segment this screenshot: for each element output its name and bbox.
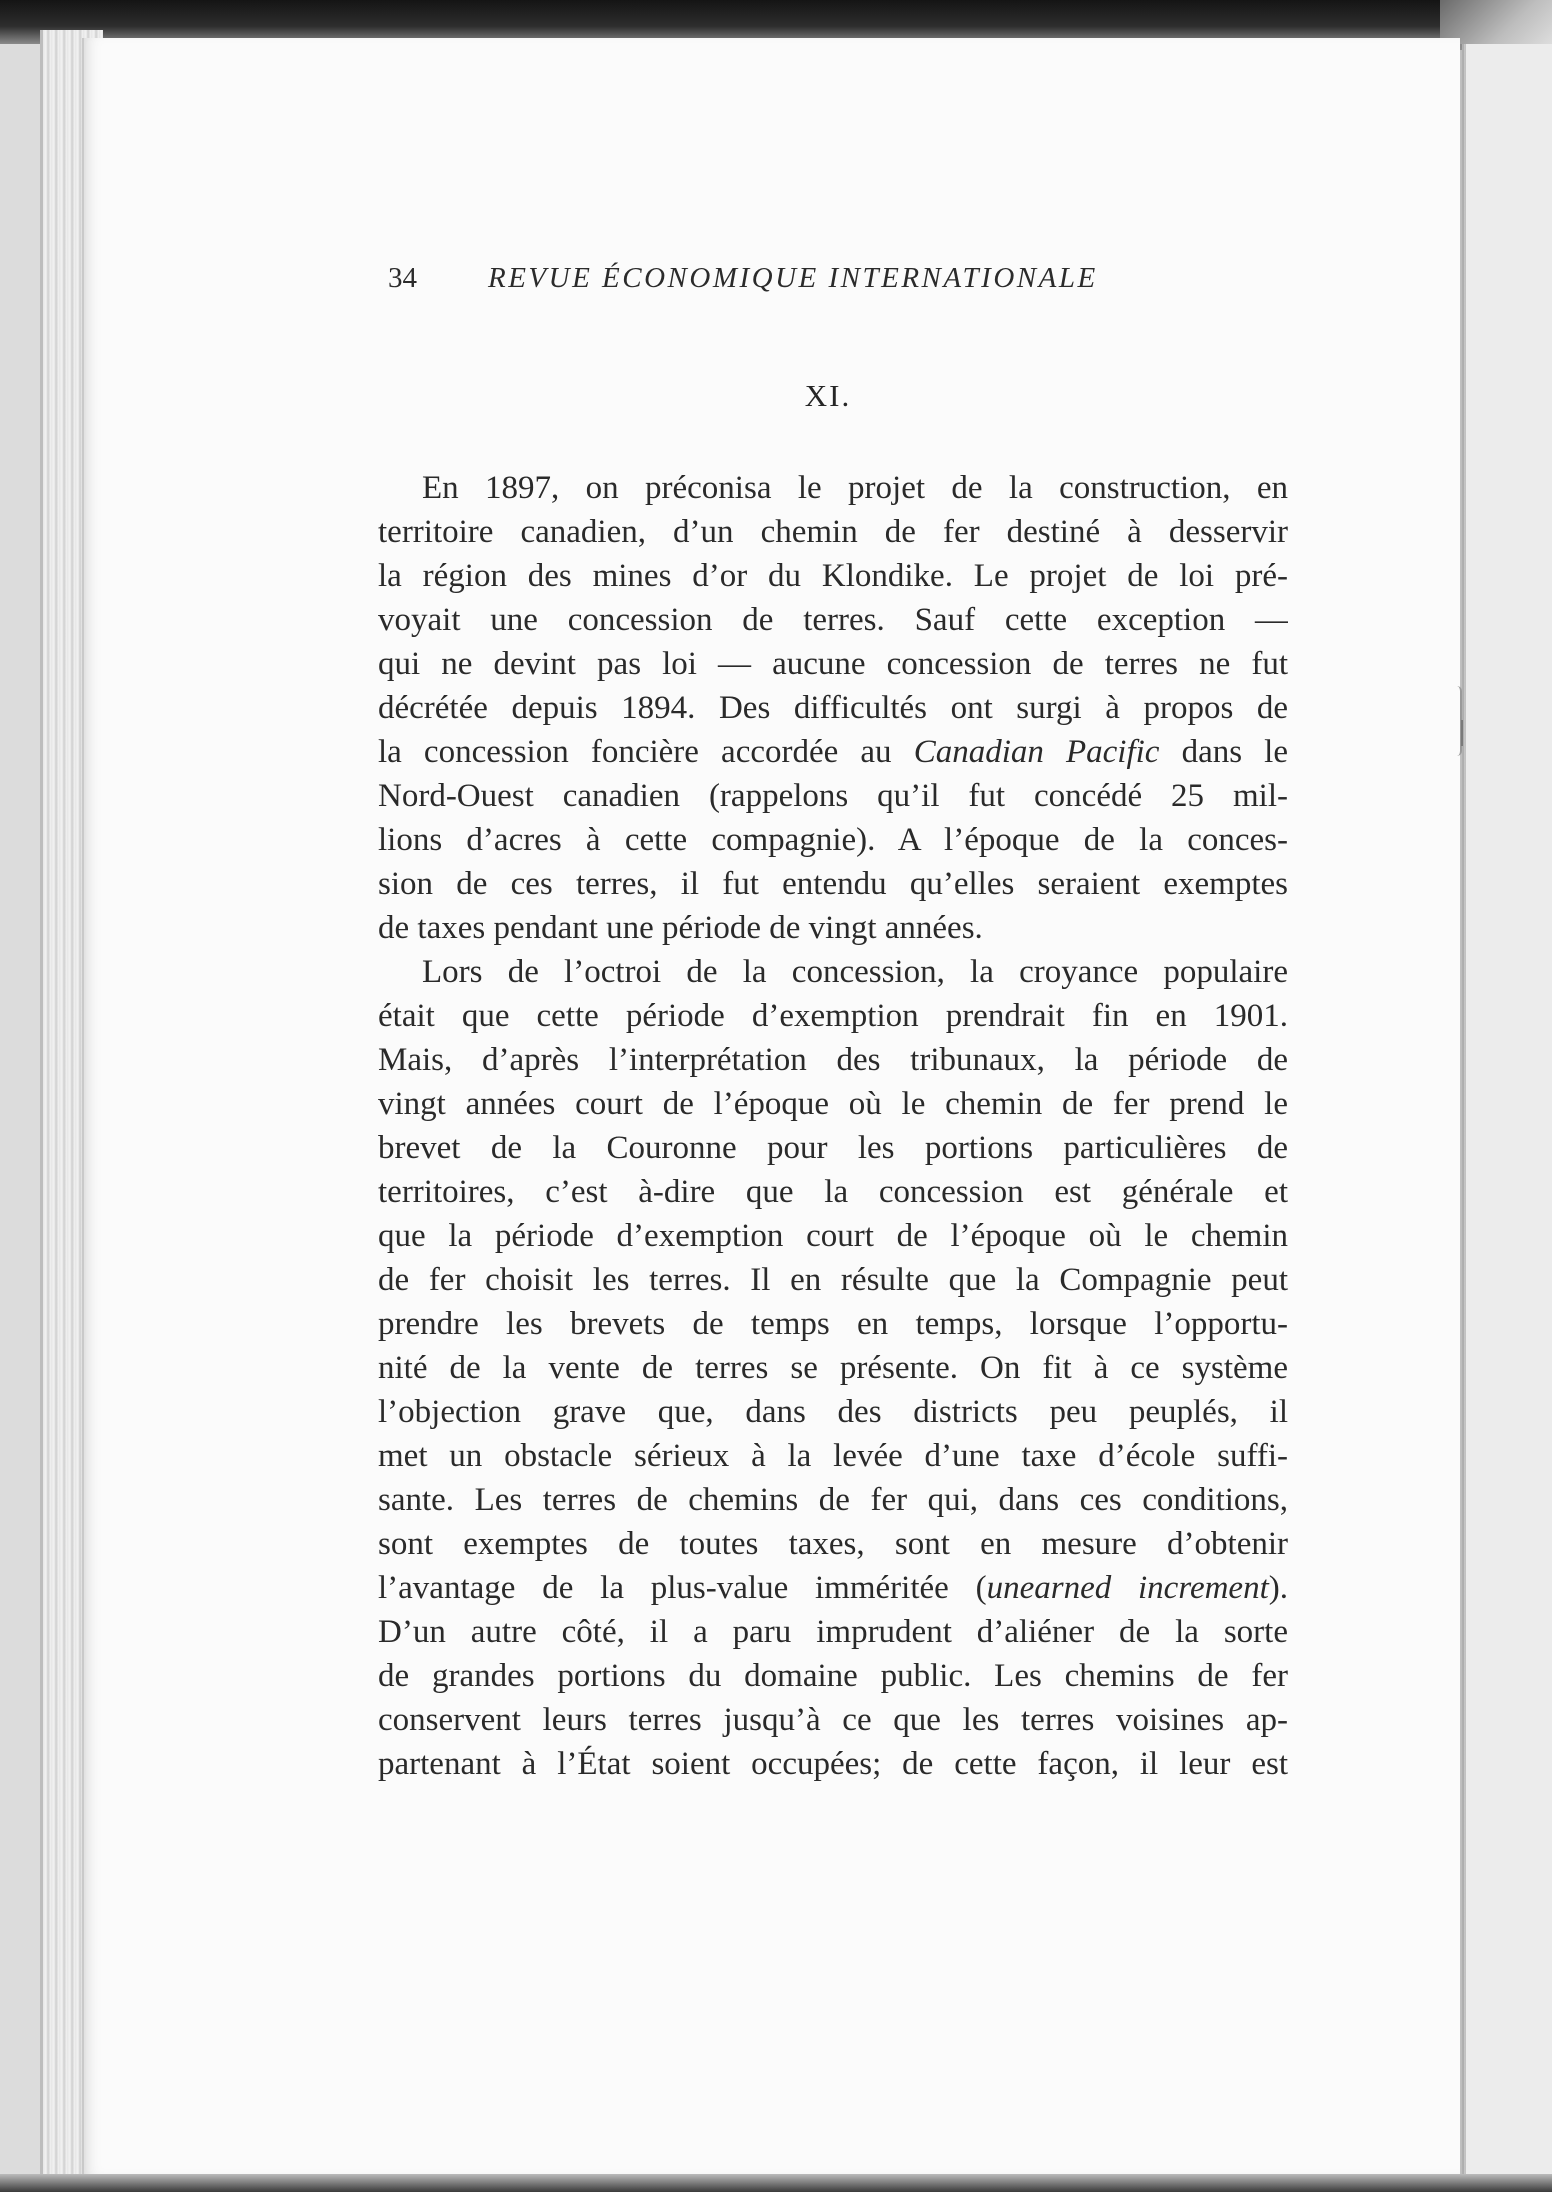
body-text bbox=[378, 466, 1288, 1786]
text-line: que la période d’exemption court de l’époque où le chemin bbox=[378, 1218, 1288, 1254]
text-line: l’objection grave que, dans des districts peu peuplés, il bbox=[378, 1394, 1288, 1430]
facing-page-edge bbox=[1462, 44, 1552, 2184]
text-line: était que cette période d’exemption prendrait fin en 1901. bbox=[378, 998, 1288, 1034]
text-run: dans le bbox=[1159, 734, 1288, 770]
text-line: sante. Les terres de chemins de fer qui, dans ces conditions, bbox=[378, 1482, 1288, 1518]
section-heading: XI. bbox=[804, 378, 852, 413]
scanner-bottom-shadow bbox=[0, 2174, 1552, 2192]
text-line: brevet de la Couronne pour les portions particulières de bbox=[378, 1130, 1288, 1166]
text-run: la concession foncière accordée au bbox=[378, 734, 914, 770]
text-line: sion de ces terres, il fut entendu qu’elles seraient exemptes bbox=[378, 866, 1288, 902]
text-line: de fer choisit les terres. Il en résulte que la Compagnie peut bbox=[378, 1262, 1288, 1298]
text-line: de taxes pendant une période de vingt années. bbox=[378, 910, 983, 946]
text-line: voyait une concession de terres. Sauf cette exception — bbox=[378, 602, 1288, 638]
text-line: En 1897, on préconisa le projet de la construction, en bbox=[422, 470, 1288, 506]
text-line: nité de la vente de terres se présente. On fit à ce système bbox=[378, 1350, 1288, 1386]
italic-term: Canadian Pacific bbox=[913, 734, 1160, 770]
page-number: 34 bbox=[388, 262, 417, 294]
text-line: partenant à l’État soient occupées; de cette façon, il leur est bbox=[378, 1746, 1288, 1782]
text-line: qui ne devint pas loi — aucune concession de terres ne fut bbox=[378, 646, 1288, 682]
text-line bbox=[378, 730, 1288, 774]
italic-term: unearned increment bbox=[986, 1570, 1269, 1606]
text-line: territoires, c’est à-dire que la concession est générale et bbox=[378, 1174, 1288, 1210]
text-run: l’avantage de la plus-value imméritée ( bbox=[378, 1570, 987, 1606]
running-head bbox=[388, 262, 1188, 302]
text-line: met un obstacle sérieux à la levée d’une taxe d’école suffi- bbox=[378, 1438, 1288, 1474]
text-line: de grandes portions du domaine public. Les chemins de fer bbox=[378, 1658, 1288, 1694]
text-line: Lors de l’octroi de la concession, la croyance populaire bbox=[422, 954, 1288, 990]
journal-title: REVUE ÉCONOMIQUE INTERNATIONALE bbox=[488, 262, 1098, 294]
text-line: sont exemptes de toutes taxes, sont en mesure d’obtenir bbox=[378, 1526, 1288, 1562]
text-line: prendre les brevets de temps en temps, lorsque l’opportu- bbox=[378, 1306, 1288, 1342]
text-line: la région des mines d’or du Klondike. Le projet de loi pré- bbox=[378, 558, 1288, 594]
text-run: ). bbox=[1268, 1570, 1288, 1606]
text-line: D’un autre côté, il a paru imprudent d’aliéner de la sorte bbox=[378, 1614, 1288, 1650]
text-line: territoire canadien, d’un chemin de fer destiné à desservir bbox=[378, 514, 1288, 550]
text-line bbox=[378, 1566, 1288, 1610]
margin-mark-tick bbox=[1457, 720, 1463, 746]
text-line: vingt années court de l’époque où le chemin de fer prend le bbox=[378, 1086, 1288, 1122]
text-line: lions d’acres à cette compagnie). A l’époque de la conces- bbox=[378, 822, 1288, 858]
text-line: Nord-Ouest canadien (rappelons qu’il fut concédé 25 mil- bbox=[378, 778, 1288, 814]
text-line: conservent leurs terres jusqu’à ce que les terres voisines ap- bbox=[378, 1702, 1288, 1738]
text-line: décrétée depuis 1894. Des difficultés ont surgi à propos de bbox=[378, 690, 1288, 726]
text-line: Mais, d’après l’interprétation des tribunaux, la période de bbox=[378, 1042, 1288, 1078]
